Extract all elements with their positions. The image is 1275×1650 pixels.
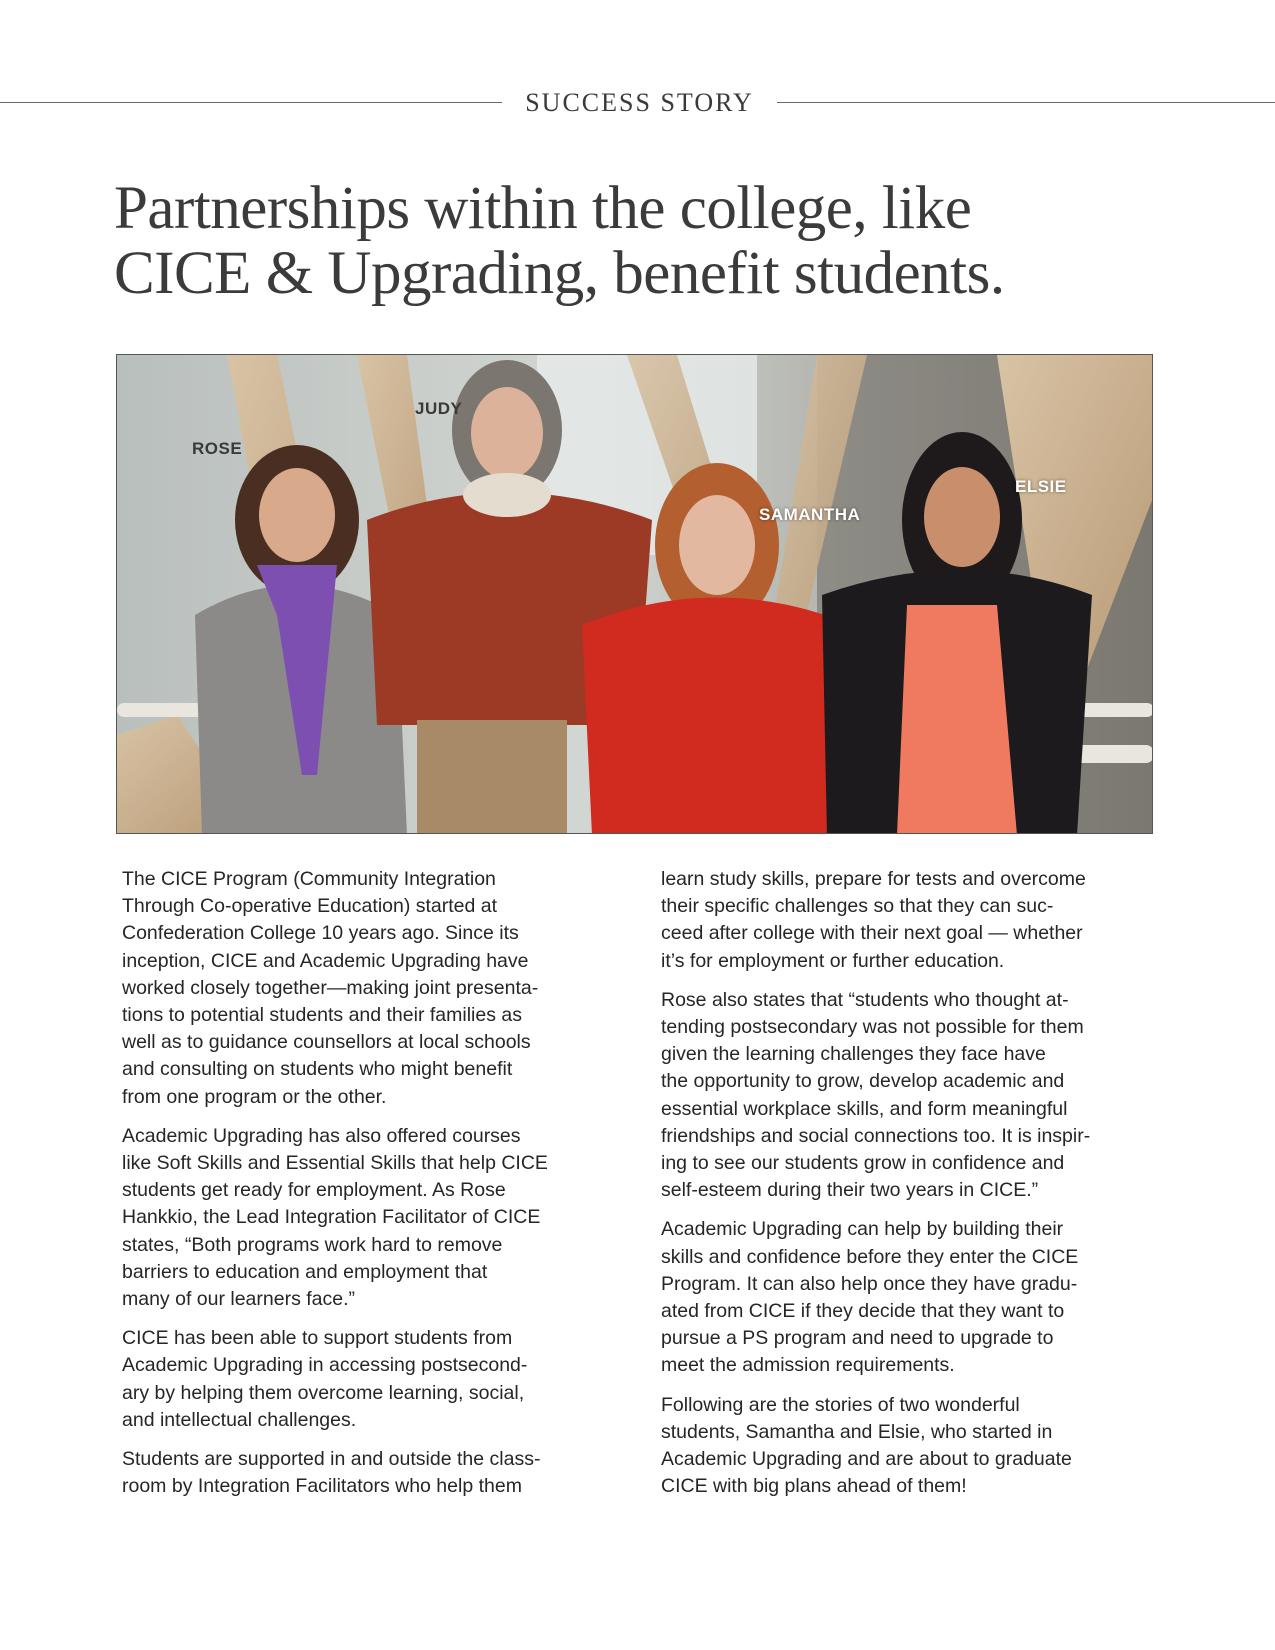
text-line: Program. It can also help once they have gradu- bbox=[661, 1272, 1078, 1295]
group-photo bbox=[116, 354, 1153, 834]
text-line: Rose also states that “students who thought at- bbox=[661, 988, 1069, 1011]
text-line: states, “Both programs work hard to remove bbox=[122, 1233, 503, 1256]
text-line: tions to potential students and their families as bbox=[122, 1004, 522, 1027]
text-line: ing to see our students grow in confidence and bbox=[661, 1152, 1065, 1175]
text-line: like Soft Skills and Essential Skills that help CICE bbox=[122, 1152, 548, 1175]
text-line: Academic Upgrading in accessing postsecond- bbox=[122, 1354, 528, 1377]
headline-line-2: CICE & Upgrading, benefit students. bbox=[114, 240, 1005, 307]
text-line: worked closely together—making joint presenta- bbox=[122, 976, 539, 999]
text-line: barriers to education and employment that bbox=[122, 1260, 488, 1283]
paragraph bbox=[661, 1216, 1143, 1379]
text-line: room by Integration Facilitators who help them bbox=[122, 1475, 522, 1498]
text-line: ceed after college with their next goal — whether bbox=[661, 922, 1083, 945]
text-line: meet the admission requirements. bbox=[661, 1354, 955, 1377]
text-line: tending postsecondary was not possible for them bbox=[661, 1016, 1084, 1039]
text-line: CICE with big plans ahead of them! bbox=[661, 1475, 967, 1498]
photo-illustration bbox=[117, 355, 1153, 834]
text-line: and intellectual challenges. bbox=[122, 1408, 357, 1431]
text-line: Academic Upgrading can help by building their bbox=[661, 1218, 1064, 1241]
text-line: inception, CICE and Academic Upgrading have bbox=[122, 949, 529, 972]
text-line: Academic Upgrading has also offered courses bbox=[122, 1124, 521, 1147]
paragraph bbox=[122, 1123, 604, 1313]
text-line: students get ready for employment. As Rose bbox=[122, 1179, 506, 1202]
text-line: it’s for employment or further education. bbox=[661, 949, 1005, 972]
text-line: The CICE Program (Community Integration bbox=[122, 868, 496, 890]
header-rule-right bbox=[777, 102, 1275, 103]
paragraph bbox=[122, 1325, 604, 1434]
text-line: self-esteem during their two years in CICE.” bbox=[661, 1179, 1039, 1202]
text-line: many of our learners face.” bbox=[122, 1288, 356, 1311]
text-line: Following are the stories of two wonderful bbox=[661, 1393, 1020, 1416]
text-line: skills and confidence before they enter the CICE bbox=[661, 1245, 1079, 1268]
paragraph bbox=[661, 987, 1143, 1205]
header-rule-left bbox=[0, 102, 502, 103]
text-line: and consulting on students who might benefit bbox=[122, 1058, 513, 1081]
label-elsie: ELSIE bbox=[1015, 477, 1067, 496]
text-line: pursue a PS program and need to upgrade to bbox=[661, 1327, 1054, 1350]
text-line: Through Co-operative Education) started at bbox=[122, 895, 498, 918]
paragraph bbox=[122, 866, 604, 1111]
headline-line-1: Partnerships within the college, like bbox=[114, 175, 972, 242]
label-samantha: SAMANTHA bbox=[759, 505, 861, 524]
section-header bbox=[0, 88, 1275, 118]
body-column-right bbox=[661, 866, 1143, 1512]
text-line: Hankkio, the Lead Integration Facilitator of CICE bbox=[122, 1206, 541, 1229]
paragraph bbox=[661, 1392, 1143, 1501]
text-line: given the learning challenges they face have bbox=[661, 1043, 1046, 1066]
label-judy: JUDY bbox=[415, 399, 463, 418]
text-line: Students are supported in and outside the class- bbox=[122, 1448, 541, 1471]
text-line: learn study skills, prepare for tests and overcome bbox=[661, 868, 1086, 890]
text-line: well as to guidance counsellors at local schools bbox=[122, 1031, 531, 1054]
text-line: friendships and social connections too. It is inspir- bbox=[661, 1124, 1091, 1147]
text-line: ary by helping them overcome learning, social, bbox=[122, 1381, 525, 1404]
text-line: from one program or the other. bbox=[122, 1085, 387, 1108]
headline bbox=[114, 176, 1174, 306]
text-line: Confederation College 10 years ago. Since its bbox=[122, 922, 519, 945]
text-line: CICE has been able to support students from bbox=[122, 1327, 513, 1350]
text-line: ated from CICE if they decide that they want to bbox=[661, 1300, 1065, 1323]
text-line: Academic Upgrading and are about to graduate bbox=[661, 1448, 1072, 1471]
text-line: the opportunity to grow, develop academic and bbox=[661, 1070, 1065, 1093]
label-rose: ROSE bbox=[192, 439, 243, 458]
text-line: essential workplace skills, and form meaningful bbox=[661, 1097, 1068, 1120]
body-column-left bbox=[122, 866, 604, 1512]
section-label: SUCCESS STORY bbox=[525, 88, 754, 117]
paragraph bbox=[661, 866, 1143, 975]
text-line: students, Samantha and Elsie, who started in bbox=[661, 1420, 1053, 1443]
paragraph bbox=[122, 1446, 604, 1500]
text-line: their specific challenges so that they can suc- bbox=[661, 895, 1054, 918]
